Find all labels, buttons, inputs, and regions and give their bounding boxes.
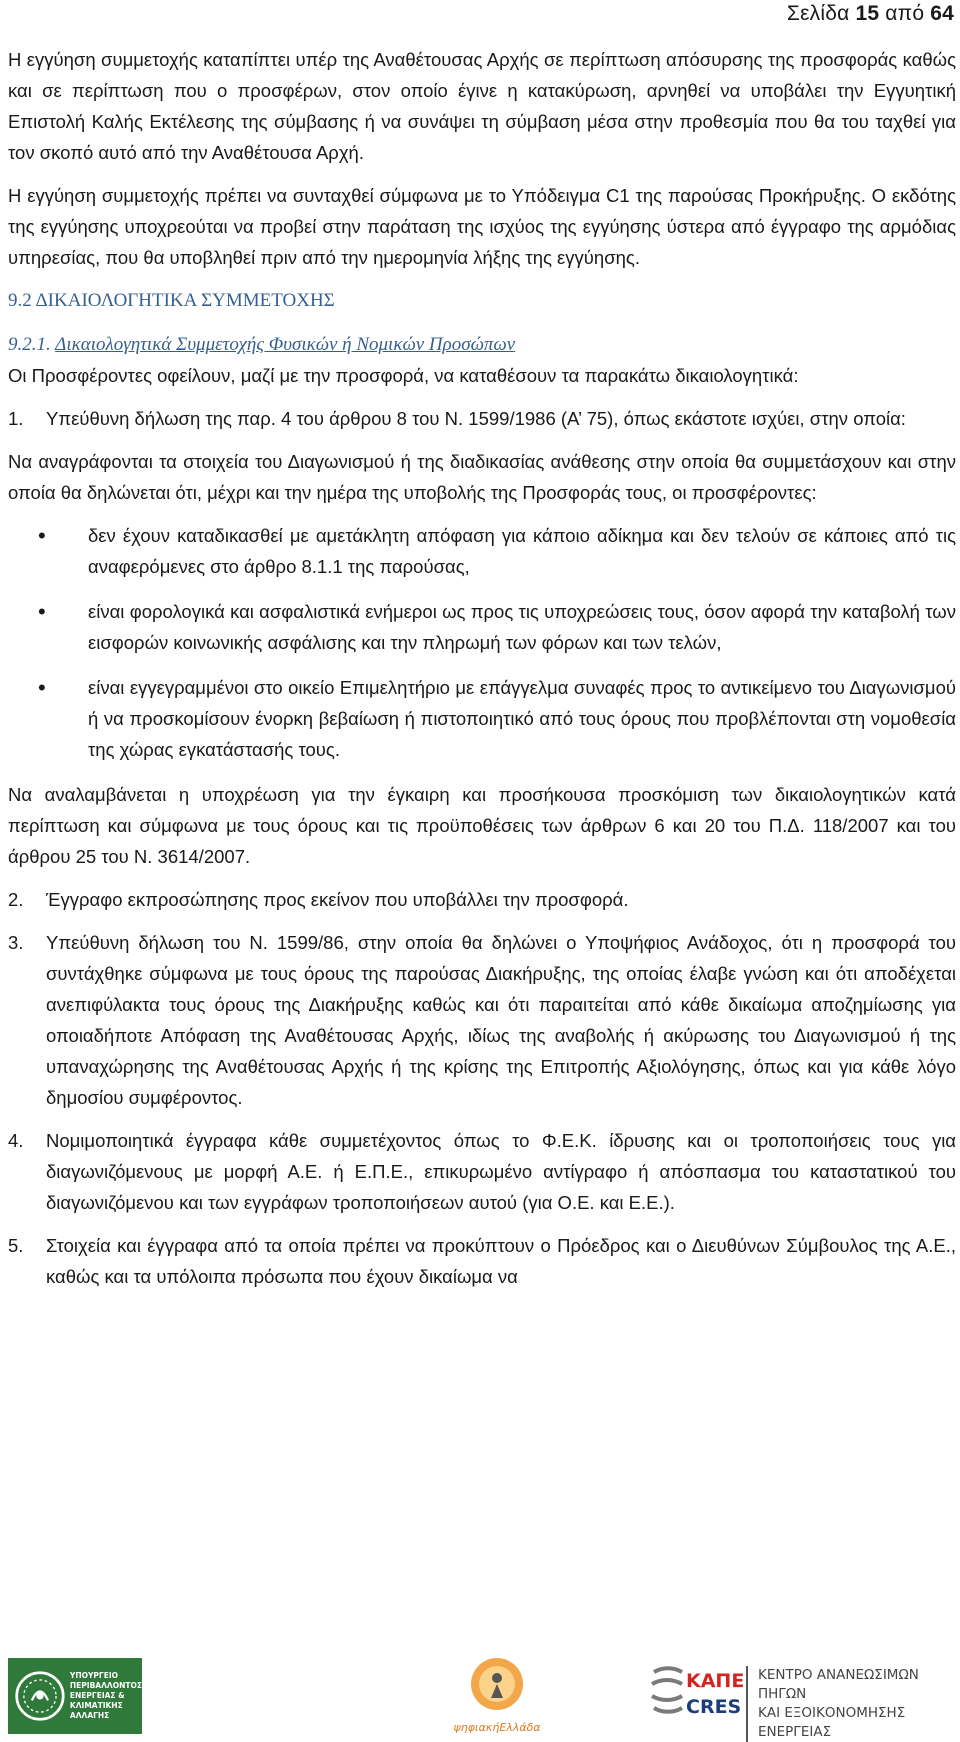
- ministry-line: ΚΛΙΜΑΤΙΚΗΣ: [69, 1701, 123, 1710]
- item-number: 3.: [8, 932, 24, 953]
- list-item-text: είναι φορολογικά και ασφαλιστικά ενήμεροι ως προς τις υποχρεώσεις τους, όσον αφορά την καταβολή των εισφορών κοινωνικής ασφάλισης και την πληρωμή των φόρων και των τελών,: [88, 601, 956, 653]
- item-text: Έγγραφο εκπροσώπησης προς εκείνον που υποβάλλει την προσφορά.: [46, 889, 629, 910]
- numbered-item-5: [8, 1230, 956, 1292]
- subsection-number: 9.2.1.: [8, 334, 56, 355]
- ministry-line: ΑΛΛΑΓΗΣ: [69, 1711, 110, 1720]
- page-sep: από: [879, 2, 931, 25]
- numbered-item-3: [8, 927, 956, 1113]
- cres-name-line: ΚΕΝΤΡΟ ΑΝΑΝΕΩΣΙΜΩΝ ΠΗΓΩΝ: [758, 1667, 919, 1702]
- digital-greece-text: ψηφιακήΕλλάδα: [453, 1721, 541, 1734]
- bullet-icon: •: [38, 523, 46, 548]
- paragraph-obligation: Να αναλαμβάνεται η υποχρέωση για την έγκαιρη και προσήκουσα προσκόμιση των δικαιολογητικών κατά περίπτωση και σύμφωνα με τους όρους και τις προϋποθέσεις των άρθρων 6 και 20 του Π.Δ. 118/2007 και του άρθρου 25 του Ν. 3614/2007.: [8, 784, 956, 867]
- page-current: 15: [855, 2, 880, 25]
- bullet-list: [8, 520, 956, 765]
- document-body: [8, 44, 956, 1304]
- cres-full-name: [746, 1666, 958, 1742]
- item-text: Υπεύθυνη δήλωση του Ν. 1599/86, στην οποία θα δηλώνει ο Υποψήφιος Ανάδοχος, ότι η προσφορά του συντάχθηκε σύμφωνα με τους όρους της παρούσας Διακήρυξης, της οποίας έλαβε γνώση και ότι αποδέχεται ανεπιφύλακτα τους όρους της Διακήρυξης καθώς και ότι παραιτείται από κάθε δικαίωμα αποζημίωσης για οποιαδήποτε Απόφαση της Αναθέτουσας Αρχής, ιδίως της αναβολής ή ακύρωσης του Διαγωνισμού ή της υπαναχώρησης της Αναθέτουσας Αρχής ή της κρίσης της Επιτροπής Αξιολόγησης, όπως και για κάθε λόγο δημοσίου συμφέροντος.: [46, 932, 956, 1108]
- item-text: Νομιμοποιητικά έγγραφα κάθε συμμετέχοντος όπως το Φ.Ε.Κ. ίδρυσης και οι τροποποιήσεις τους για διαγωνιζόμενους με μορφή Α.Ε. ή Ε.Π.Ε., επικυρωμένο αντίγραφο ή απόσπασμα του καταστατικού του διαγωνιζόμενου και των εγγράφων τροποποιήσεων αυτού (για Ο.Ε. και Ε.Ε.).: [46, 1130, 956, 1213]
- item-number: 2.: [8, 889, 24, 910]
- page-prefix: Σελίδα: [786, 2, 856, 25]
- item-number: 4.: [8, 1130, 24, 1151]
- kape-mark: [648, 1664, 745, 1728]
- list-item: [8, 596, 956, 658]
- ministry-line: ΥΠΟΥΡΓΕΙΟ: [69, 1671, 118, 1680]
- page-number: [787, 2, 954, 26]
- bullet-icon: •: [38, 599, 46, 624]
- paragraph-guarantee-template: Η εγγύηση συμμετοχής πρέπει να συνταχθεί σύμφωνα με το Υπόδειγμα C1 της παρούσας Προκήρυξης. Ο εκδότης της εγγύησης υποχρεούται να προβεί στην παράταση της ισχύος της εγγύησης ύστερα από έγγραφο της αρμόδιας υπηρεσίας, που θα υποβληθεί πριν από την ημερομηνία λήξης της εγγύησης.: [8, 185, 956, 268]
- item-text: Στοιχεία και έγγραφα από τα οποία πρέπει να προκύπτουν ο Πρόεδρος και ο Διευθύνων Σύμβουλος της Α.Ε., καθώς και τα υπόλοιπα πρόσωπα που έχουν δικαίωμα να: [46, 1235, 956, 1287]
- ministry-emblem-icon: [14, 1667, 66, 1725]
- numbered-item-4: [8, 1125, 956, 1218]
- paragraph-intro: Οι Προσφέροντες οφείλουν, μαζί με την προσφορά, να καταθέσουν τα παρακάτω δικαιολογητικά:: [8, 365, 799, 386]
- ministry-line: ΕΝΕΡΓΕΙΑΣ &: [69, 1691, 125, 1700]
- digital-greece-emblem-icon: [467, 1654, 527, 1716]
- list-item: [8, 520, 956, 582]
- kape-cres-logo: [608, 1664, 958, 1740]
- item-number: 5.: [8, 1235, 24, 1256]
- paragraph-declaration: Να αναγράφονται τα στοιχεία του Διαγωνισμού ή της διαδικασίας ανάθεσης στην οποία θα συμμετάσχουν και στην οποία θα δηλώνεται ότι, μέχρι και την ημέρα της υποβολής της Προσφοράς τους, οι προσφέροντες:: [8, 451, 956, 503]
- paragraph-guarantee-forfeit: Η εγγύηση συμμετοχής καταπίπτει υπέρ της Αναθέτουσας Αρχής σε περίπτωση απόσυρσης της προσφοράς καθώς και σε περίπτωση που ο προσφέρων, στον οποίο έγινε η κατακύρωση, αρνηθεί να υποβάλει την Εγγυητική Επιστολή Καλής Εκτέλεσης της σύμβασης ή να συνάψει τη σύμβαση μέσα στην προθεσμία που θα του ταχθεί για τον σκοπό αυτό από την Αναθέτουσα Αρχή.: [8, 49, 956, 163]
- subsection-title: Δικαιολογητικά Συμμετοχής Φυσικών ή Νομικών Προσώπων: [55, 334, 516, 355]
- list-item: [8, 672, 956, 765]
- ministry-logo: [8, 1658, 142, 1734]
- page-total: 64: [930, 2, 954, 25]
- item-text: Υπεύθυνη δήλωση της παρ. 4 του άρθρου 8 του Ν. 1599/1986 (Α’ 75), όπως εκάστοτε ισχύει, στην οποία:: [46, 408, 906, 429]
- list-item-text: είναι εγγεγραμμένοι στο οικείο Επιμελητήριο με επάγγελμα συναφές προς το αντικείμενο του Διαγωνισμού ή να προσκομίσουν ένορκη βεβαίωση ή πιστοποιητικό από τους όρους που προβλέπονται στη νομοθεσία της χώρας εγκατάστασής τους.: [88, 677, 956, 760]
- footer-logos: [0, 1650, 960, 1739]
- digital-greece-logo: [452, 1654, 542, 1736]
- numbered-item-1: [8, 403, 956, 434]
- cres-name-line: ΚΑΙ ΕΞΟΙΚΟΝΟΜΗΣΗΣ ΕΝΕΡΓΕΙΑΣ: [758, 1705, 906, 1740]
- kape-emblem-icon: [648, 1664, 684, 1724]
- subsection-heading: [8, 330, 956, 360]
- kape-text: ΚΑΠΕ: [686, 1670, 745, 1692]
- numbered-item-2: [8, 884, 956, 915]
- item-number: 1.: [8, 408, 24, 429]
- cres-text: CRES: [686, 1696, 742, 1718]
- section-heading: 9.2 ΔΙΚΑΙΟΛΟΓΗΤΙΚΑ ΣΥΜΜΕΤΟΧΗΣ: [8, 290, 335, 311]
- ministry-line: ΠΕΡΙΒΑΛΛΟΝΤΟΣ: [69, 1681, 142, 1690]
- list-item-text: δεν έχουν καταδικασθεί με αμετάκλητη απόφαση για κάποιο αδίκημα και δεν τελούν σε κάποιες από τις αναφερόμενες στο άρθρο 8.1.1 της παρούσας,: [88, 525, 956, 577]
- bullet-icon: •: [38, 675, 46, 700]
- ministry-name: [70, 1671, 142, 1721]
